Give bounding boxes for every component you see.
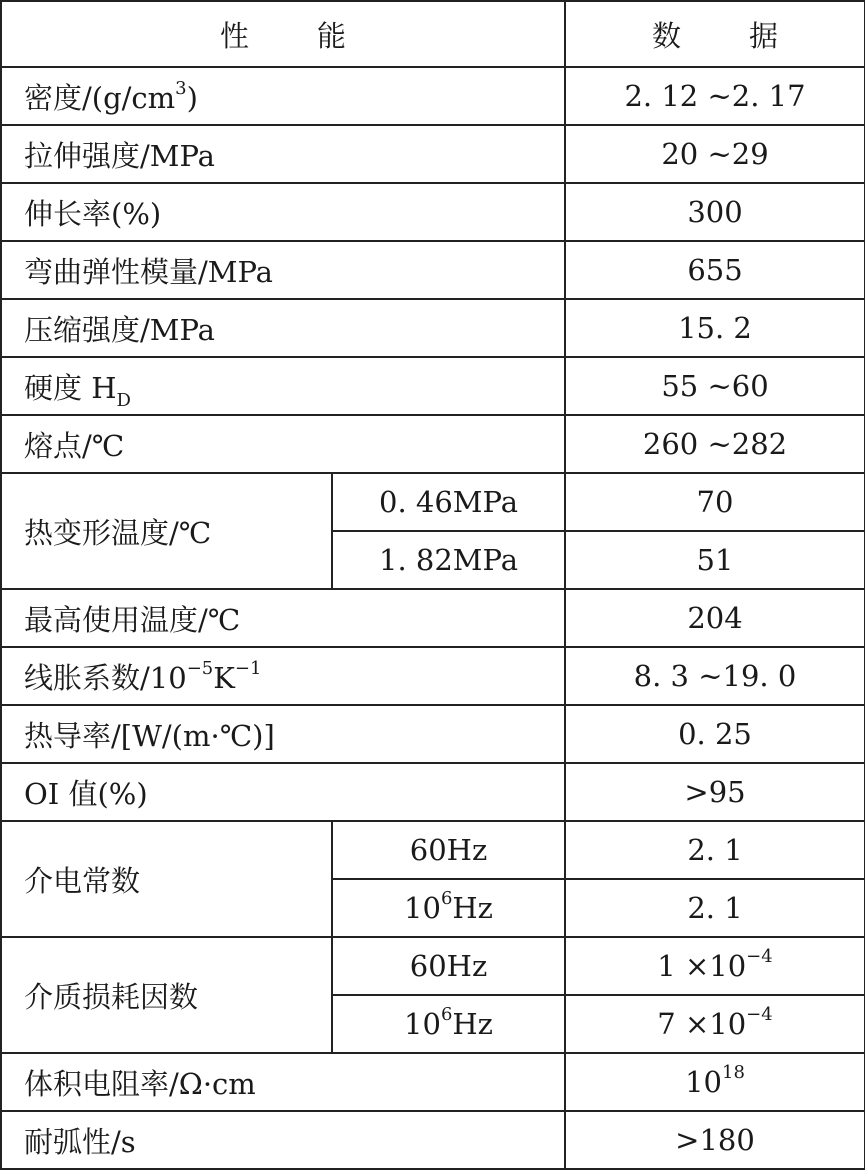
row-label: 拉伸强度/MPa	[1, 125, 565, 183]
table-row	[1, 299, 865, 357]
row-condition: 0. 46MPa	[332, 473, 565, 531]
row-label: 介质损耗因数	[1, 937, 332, 1053]
row-label: OI 值(%)	[1, 763, 565, 821]
row-value: 260 ~282	[565, 415, 865, 473]
table-row	[1, 473, 865, 531]
table-row	[1, 183, 865, 241]
table-row	[1, 241, 865, 299]
table-row	[1, 1111, 865, 1169]
row-value: 2. 1	[565, 821, 865, 879]
row-condition: $10^6Hz$	[332, 995, 565, 1053]
table-row	[1, 705, 865, 763]
table-header-row	[1, 1, 865, 67]
row-value: 55 ~60	[565, 357, 865, 415]
row-value: 8. 3 ~19. 0	[565, 647, 865, 705]
row-label: 硬度 $H_D$	[1, 357, 565, 415]
row-value: 2. 1	[565, 879, 865, 937]
row-label: 体积电阻率/Ω·cm	[1, 1053, 565, 1111]
row-label: 熔点/℃	[1, 415, 565, 473]
row-condition: 60Hz	[332, 821, 565, 879]
row-label: 热变形温度/℃	[1, 473, 332, 589]
table-row	[1, 647, 865, 705]
row-value: 2. 12 ~2. 17	[565, 67, 865, 125]
row-value: 15. 2	[565, 299, 865, 357]
row-label: 热导率/[W/(m·℃)]	[1, 705, 565, 763]
row-label: 介电常数	[1, 821, 332, 937]
row-value: 655	[565, 241, 865, 299]
header-value: 数 据	[565, 1, 865, 67]
table-row	[1, 821, 865, 879]
row-condition: 1. 82MPa	[332, 531, 565, 589]
row-value: 300	[565, 183, 865, 241]
row-value: >95	[565, 763, 865, 821]
row-value: 204	[565, 589, 865, 647]
row-value: $1 \times 10^{-4}$	[565, 937, 865, 995]
row-value: $7 \times 10^{-4}$	[565, 995, 865, 1053]
row-label: 最高使用温度/℃	[1, 589, 565, 647]
table-row	[1, 67, 865, 125]
row-value: $10^{18}$	[565, 1053, 865, 1111]
row-label: 密度$/(g/cm^3)$	[1, 67, 565, 125]
row-condition: 60Hz	[332, 937, 565, 995]
header-property: 性 能	[1, 1, 565, 67]
row-label: 弯曲弹性模量/MPa	[1, 241, 565, 299]
table-row	[1, 357, 865, 415]
row-condition: $10^6Hz$	[332, 879, 565, 937]
row-label: 伸长率(%)	[1, 183, 565, 241]
table-row	[1, 125, 865, 183]
table-row	[1, 1053, 865, 1111]
row-label: 线胀系数$/10^{-5}K^{-1}$	[1, 647, 565, 705]
table-row	[1, 937, 865, 995]
row-label: 耐弧性/s	[1, 1111, 565, 1169]
row-label: 压缩强度/MPa	[1, 299, 565, 357]
table-row	[1, 415, 865, 473]
row-value: >180	[565, 1111, 865, 1169]
row-value: 20 ~29	[565, 125, 865, 183]
table-row	[1, 589, 865, 647]
table-row	[1, 763, 865, 821]
row-value: 51	[565, 531, 865, 589]
row-value: 70	[565, 473, 865, 531]
row-value: 0. 25	[565, 705, 865, 763]
